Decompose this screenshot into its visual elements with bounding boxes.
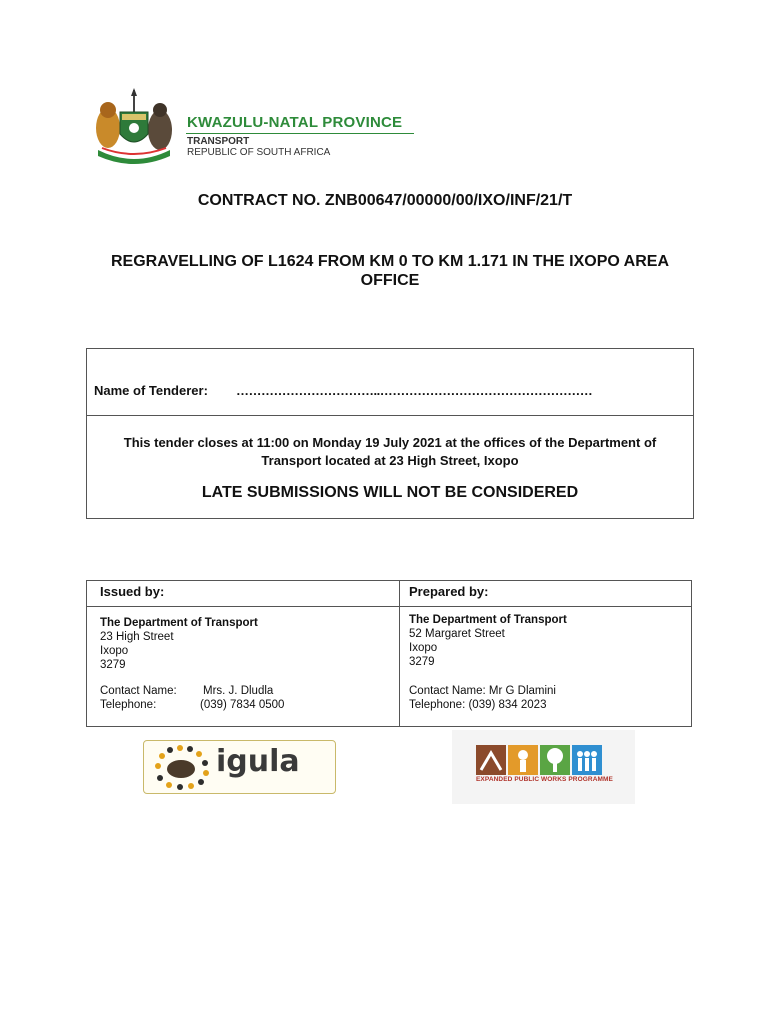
prepared-by-header: Prepared by: [409, 584, 489, 599]
contact-table-vertical-divider [399, 580, 400, 727]
issued-by-code: 3279 [100, 659, 126, 671]
tenderer-name-label: Name of Tenderer: [94, 383, 208, 398]
prepared-by-code: 3279 [409, 656, 435, 668]
contract-number: CONTRACT NO. ZNB00647/00000/00/IXO/INF/21/T [197, 192, 573, 209]
late-submission-notice: LATE SUBMISSIONS WILL NOT BE CONSIDERED [201, 484, 579, 501]
prepared-by-town: Ixopo [409, 642, 438, 654]
header-rule [186, 133, 414, 134]
issued-by-telephone: (039) 7834 0500 [200, 699, 285, 711]
issued-by-contact-label: Contact Name: [100, 685, 177, 697]
kzn-coat-of-arms-icon [92, 88, 176, 168]
igula-wordmark: igula [216, 744, 300, 779]
epwp-pictograms-icon [476, 745, 602, 775]
issued-by-org: The Department of Transport [100, 617, 258, 629]
department-name: TRANSPORT [187, 136, 250, 147]
issued-by-address [100, 616, 258, 672]
igula-dots-logo-icon [150, 744, 212, 790]
epwp-wordmark: EXPANDED PUBLIC WORKS PROGRAMME [476, 776, 613, 783]
tenderer-name-field[interactable]: ……………………………..…………………………………………… [236, 383, 593, 398]
country-name: REPUBLIC OF SOUTH AFRICA [187, 147, 331, 158]
closing-notice: This tender closes at 11:00 on Monday 19 July 2021 at the offices of the Department of Transport located at 23 High Street, Ixopo [123, 435, 657, 468]
prepared-by-telephone: Telephone: (039) 834 2023 [409, 699, 547, 711]
prepared-by-address [409, 613, 567, 669]
prepared-by-street: 52 Margaret Street [409, 628, 505, 640]
issued-by-telephone-label: Telephone: [100, 699, 157, 711]
prepared-by-org: The Department of Transport [409, 614, 567, 626]
issued-by-header: Issued by: [100, 584, 165, 599]
prepared-by-contact: Contact Name: Mr G Dlamini [409, 685, 556, 697]
issued-by-street: 23 High Street [100, 631, 174, 643]
issued-by-town: Ixopo [100, 645, 129, 657]
contact-table-header-divider [86, 606, 692, 607]
tender-box-divider [86, 415, 694, 416]
issued-by-contact-name: Mrs. J. Dludla [203, 685, 274, 697]
province-name: KWAZULU-NATAL PROVINCE [187, 114, 403, 131]
project-title: REGRAVELLING OF L1624 FROM KM 0 TO KM 1.171 IN THE IXOPO AREA OFFICE [110, 253, 669, 289]
